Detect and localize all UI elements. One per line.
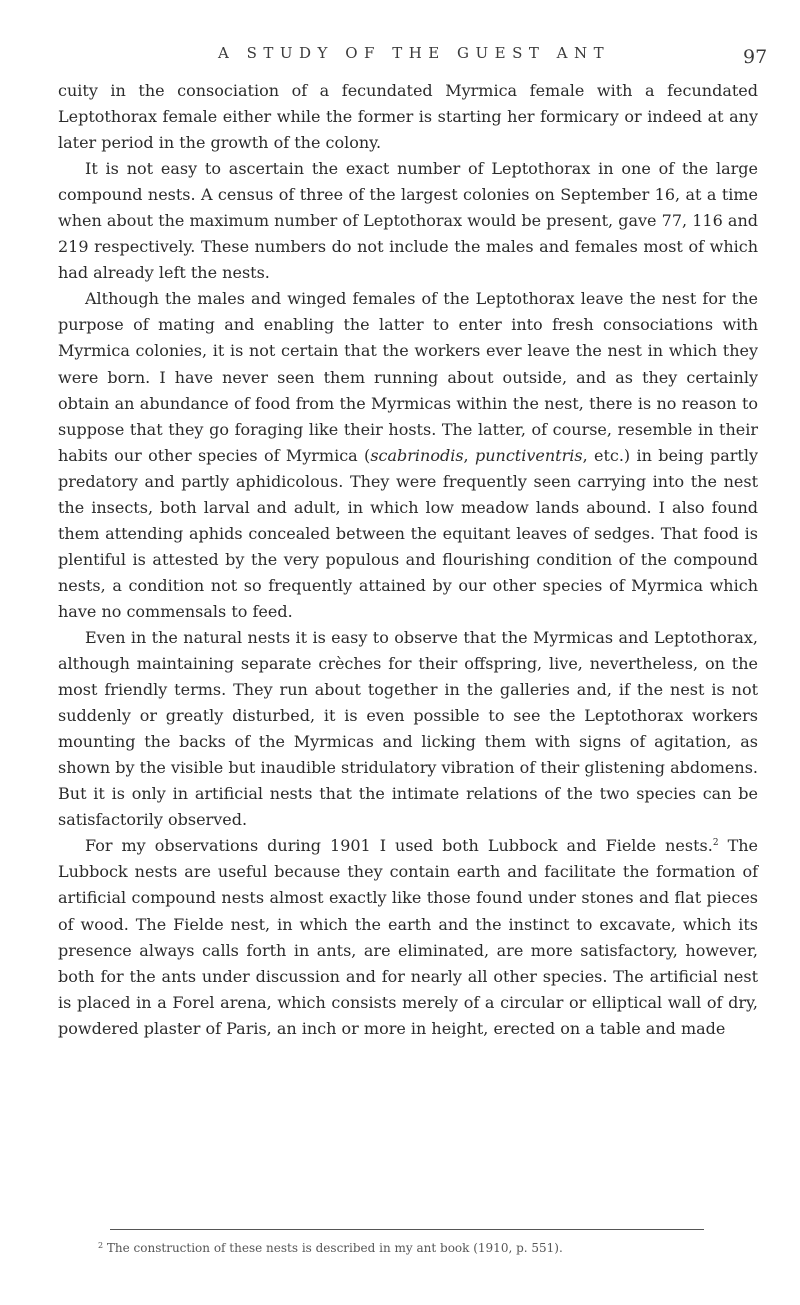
text-run: Although the males and winged females of the Leptothorax leave the nest for the purpose of mating and enabling the latter to enter into fresh consociations with Myrmica colonies, it is not certain that the workers ever leave the nest in which they were born. I have never seen them running about outside, and as they certainly obtain an abundance of food from the Myrmicas within the nest, there is no reason to suppose that they go foraging like their hosts. The latter, of course, resemble in their habits our other species of Myrmica (: [58, 289, 758, 465]
paragraph: [58, 78, 758, 156]
paragraph: [58, 286, 758, 625]
footnote-marker: 2: [98, 1241, 104, 1250]
text-run: For my observations during 1901 I used both Lubbock and Fielde nests.: [85, 836, 713, 856]
paragraph: [58, 625, 758, 833]
page-number: 97: [743, 46, 768, 68]
footnote: [98, 1241, 738, 1255]
text-run: , etc.) in being partly predatory and partly aphidicolous. They were frequently seen carrying into the nest the insects, both larval and adult, in which low meadow lands abound. I also found them attending aphids concealed between the equitant leaves of sedges. That food is plentiful is attested by the very populous and flourishing condition of the compound nests, a condition not so frequently attained by our other species of Myrmica which have no commensals to feed.: [58, 445, 759, 621]
species-name: scabrinodis: [370, 445, 464, 465]
running-title: A STUDY OF THE GUEST ANT: [218, 44, 611, 62]
text-run: Even in the natural nests it is easy to observe that the Myrmicas and Leptothorax, although maintaining separate crèches for their offspring, live, nevertheless, on the most friendly terms. They run about together in the galleries and, if the nest is not suddenly or greatly disturbed, it is even possible to see the Leptothorax workers mounting the backs of the Myrmicas and licking them with signs of agitation, as shown by the visible but inaudible stridulatory vibration of their glistening abdomens. But it is only in artificial nests that the intimate relations of the two species can be satisfactorily observed.: [58, 627, 758, 830]
paragraph: [58, 156, 758, 286]
running-head: [0, 44, 800, 74]
footnote-divider: [110, 1229, 704, 1230]
body-text: [58, 78, 758, 1042]
paragraph: [58, 833, 758, 1041]
footnote-text: The construction of these nests is described in my ant book (1910, p. 551).: [103, 1241, 563, 1255]
text-run: cuity in the consociation of a fecundated Myrmica female with a fecundated Leptothorax female either while the former is starting her formicary or indeed at any later period in the growth of the colony.: [58, 81, 758, 153]
text-run: It is not easy to ascertain the exact number of Leptothorax in one of the large compound nests. A census of three of the largest colonies on September 16, at a time when about the maximum number of Leptothorax would be present, gave 77, 116 and 219 respectively. These numbers do not include the males and females most of which had already left the nests.: [58, 159, 758, 283]
footnote-reference: 2: [712, 838, 719, 849]
text-run: The Lubbock nests are useful because they contain earth and facilitate the formation of artificial compound nests almost exactly like those found under stones and flat pieces of wood. The Fielde nest, in which the earth and the instinct to excavate, which its presence always calls forth in ants, are eliminated, are more satisfactory, however, both for the ants under discussion and for nearly all other species. The artificial nest is placed in a Forel arena, which consists merely of a circular or elliptical wall of dry, powdered plaster of Paris, an inch or more in height, erected on a table and made: [58, 836, 759, 1038]
text-run: ,: [463, 445, 475, 465]
species-name: punctiventris: [474, 445, 583, 465]
